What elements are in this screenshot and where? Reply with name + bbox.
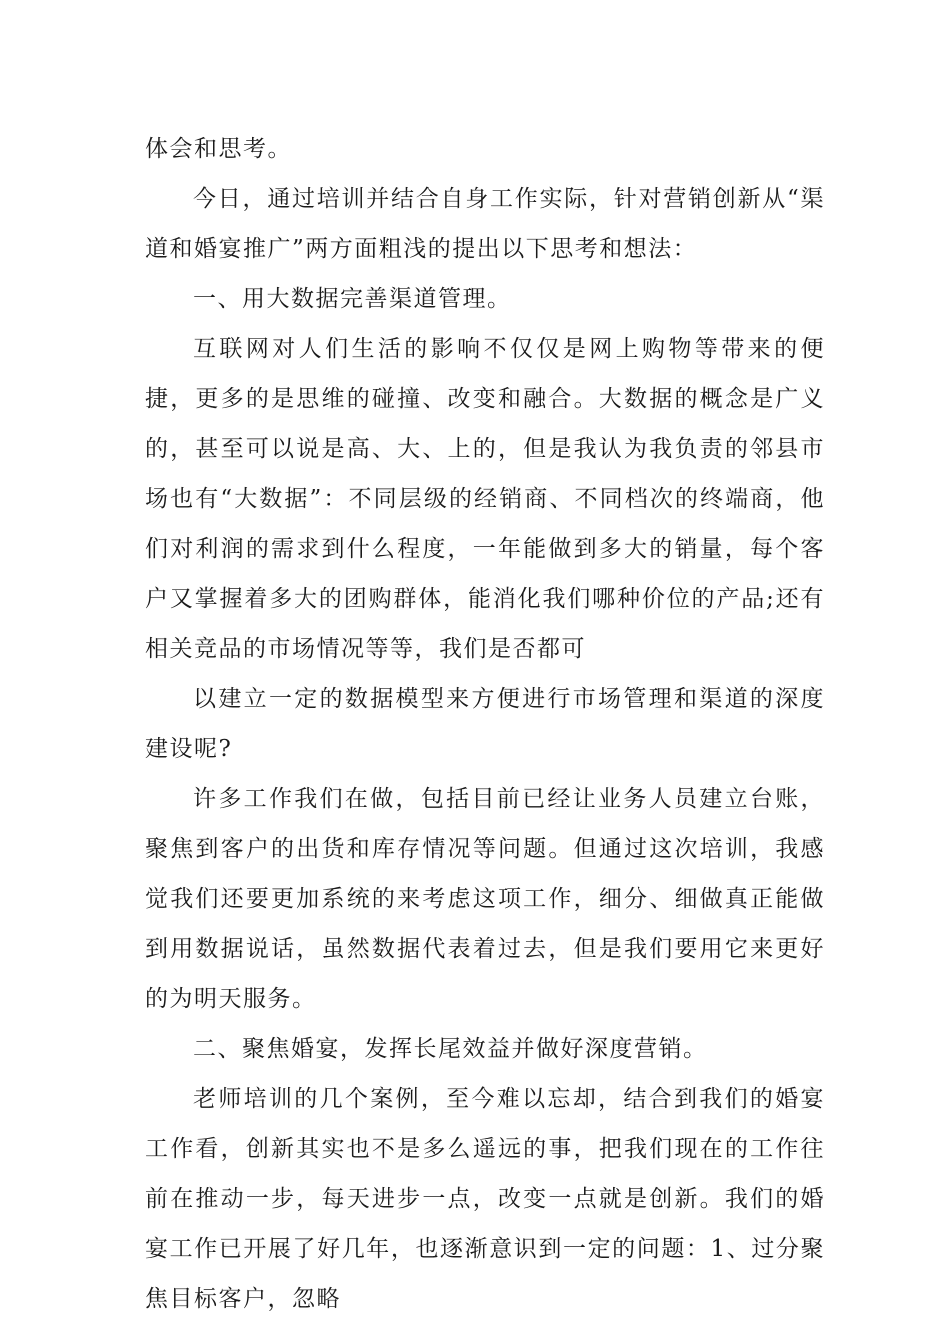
paragraph-2: 今日，通过培训并结合自身工作实际，针对营销创新从“渠道和婚宴推广”两方面粗浅的提出以下思考和想法： (145, 186, 825, 262)
section-heading-2: 二、聚焦婚宴，发挥长尾效益并做好深度营销。 (193, 1036, 708, 1062)
section-heading-1: 一、用大数据完善渠道管理。 (193, 286, 512, 312)
paragraph-6: 老师培训的几个案例，至今难以忘却，结合到我们的婚宴工作看，创新其实也不是多么遥远的事，把我们现在的工作往前在推动一步，每天进步一点，改变一点就是创新。我们的婚宴工作已开展了好几年，也逐渐意识到一定的问题：1、过分聚焦目标客户，忽略 (145, 1086, 825, 1312)
document-body (145, 124, 825, 1324)
paragraph-1: 体会和思考。 (145, 136, 292, 162)
paragraph-4: 以建立一定的数据模型来方便进行市场管理和渠道的深度建设呢? (145, 686, 825, 762)
paragraph-5: 许多工作我们在做，包括目前已经让业务人员建立台账，聚焦到客户的出货和库存情况等问题。但通过这次培训，我感觉我们还要更加系统的来考虑这项工作，细分、细做真正能做到用数据说话，虽然数据代表着过去，但是我们要用它来更好的为明天服务。 (145, 786, 825, 1012)
paragraph-3: 互联网对人们生活的影响不仅仅是网上购物等带来的便捷，更多的是思维的碰撞、改变和融合。大数据的概念是广义的，甚至可以说是高、大、上的，但是我认为我负责的邻县市场也有“大数据”：不同层级的经销商、不同档次的终端商，他们对利润的需求到什么程度，一年能做到多大的销量，每个客户又掌握着多大的团购群体，能消化我们哪种价位的产品;还有相关竞品的市场情况等等，我们是否都可 (145, 336, 825, 662)
